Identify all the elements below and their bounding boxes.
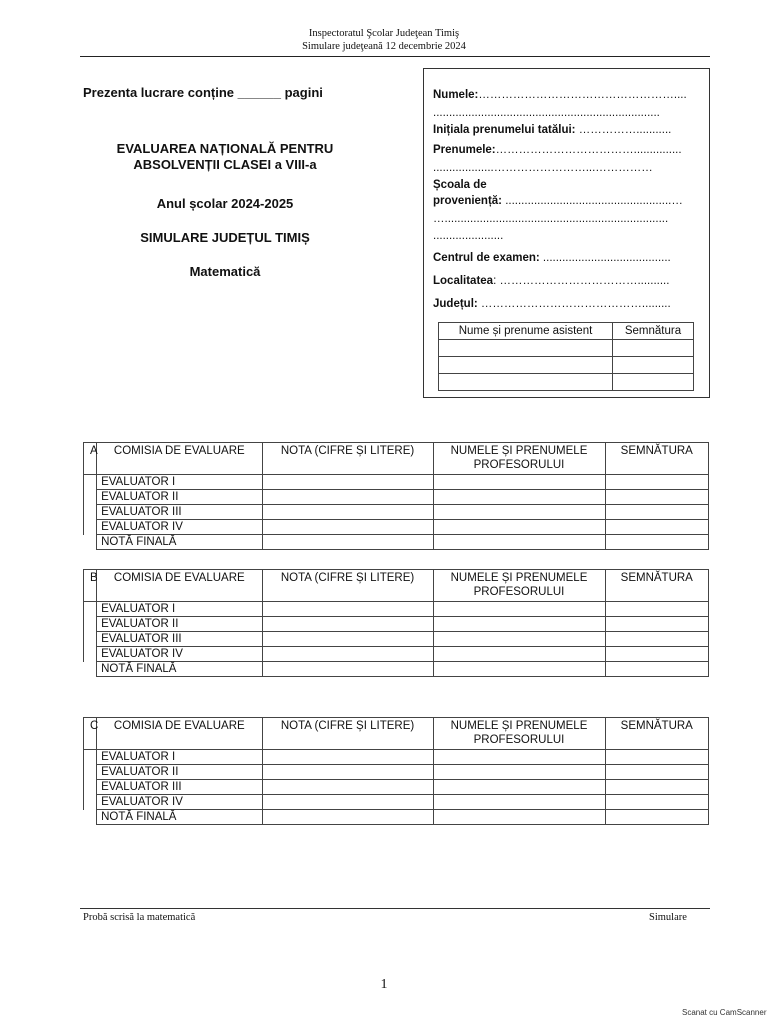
signature-cell[interactable] xyxy=(605,795,708,810)
assistant-row xyxy=(439,340,694,357)
exam-title-line-1: EVALUAREA NAȚIONALĂ PENTRU xyxy=(116,141,334,156)
row-label: EVALUATOR I xyxy=(97,475,263,490)
candidate-info-box xyxy=(423,68,710,398)
table-row xyxy=(84,810,709,825)
assistant-table xyxy=(438,322,694,391)
exam-center-label: Centrul de examen: xyxy=(433,252,540,264)
signature-cell[interactable] xyxy=(605,535,708,550)
page-header xyxy=(0,27,768,53)
row-label: EVALUATOR II xyxy=(97,617,263,632)
table-row xyxy=(84,602,709,617)
candidate-name-dots: …………………………………………….... xyxy=(478,89,687,101)
row-label: NOTĂ FINALĂ xyxy=(97,810,263,825)
signature-header: SEMNĂTURA xyxy=(605,570,708,602)
teacher-name-cell[interactable] xyxy=(433,632,605,647)
assistant-name-cell[interactable] xyxy=(439,340,613,357)
grade-cell[interactable] xyxy=(262,475,433,490)
county-label: Județul: xyxy=(433,298,478,310)
commission-letter: B xyxy=(84,570,97,602)
teacher-name-cell[interactable] xyxy=(433,647,605,662)
school-label-1: Școala de xyxy=(433,179,487,191)
school-field-line-3[interactable] xyxy=(433,230,703,242)
school-label-2: proveniență: xyxy=(433,195,503,207)
teacher-name-cell[interactable] xyxy=(433,795,605,810)
commission-letter: C xyxy=(84,718,97,750)
teacher-name-cell[interactable] xyxy=(433,602,605,617)
teacher-name-cell[interactable] xyxy=(433,780,605,795)
school-field[interactable] xyxy=(433,195,703,207)
signature-cell[interactable] xyxy=(605,632,708,647)
signature-header: SEMNĂTURA xyxy=(605,443,708,475)
teacher-name-cell[interactable] xyxy=(433,810,605,825)
assistant-signature-cell[interactable] xyxy=(613,374,694,391)
commission-table-header xyxy=(84,718,709,750)
signature-cell[interactable] xyxy=(605,602,708,617)
row-label: EVALUATOR IV xyxy=(97,520,263,535)
commission-table-c xyxy=(83,717,709,825)
exam-center-field[interactable] xyxy=(433,252,703,264)
county-field[interactable] xyxy=(433,298,703,310)
exam-center-dots: ........................................ xyxy=(539,252,671,264)
header-divider xyxy=(80,56,710,57)
assistant-row xyxy=(439,374,694,391)
pages-count-line: Prezenta lucrare conține ______ pagini xyxy=(83,85,323,100)
commission-table-header xyxy=(84,570,709,602)
signature-header: SEMNĂTURA xyxy=(605,718,708,750)
signature-cell[interactable] xyxy=(605,662,708,677)
page-number: 1 xyxy=(380,977,388,992)
simulation-county: SIMULARE JUDEȚUL TIMIȘ xyxy=(140,230,310,245)
grade-cell[interactable] xyxy=(262,490,433,505)
table-row xyxy=(84,750,709,765)
table-row xyxy=(84,662,709,677)
grade-cell[interactable] xyxy=(262,520,433,535)
row-label: EVALUATOR III xyxy=(97,505,263,520)
teacher-name-cell[interactable] xyxy=(433,617,605,632)
assistant-name-header: Nume și prenume asistent xyxy=(439,323,613,340)
candidate-name-field[interactable] xyxy=(433,89,703,101)
locality-dots: : ……………………………….......... xyxy=(493,275,670,287)
teacher-name-header: NUMELE ȘI PRENUMELE PROFESORULUI xyxy=(433,718,605,750)
commission-table-header xyxy=(84,443,709,475)
grade-cell[interactable] xyxy=(262,662,433,677)
table-row xyxy=(84,520,709,535)
grade-header: NOTA (CIFRE ȘI LITERE) xyxy=(262,718,433,750)
grade-cell[interactable] xyxy=(262,602,433,617)
grade-cell[interactable] xyxy=(262,780,433,795)
signature-cell[interactable] xyxy=(605,617,708,632)
grade-cell[interactable] xyxy=(262,505,433,520)
teacher-name-cell[interactable] xyxy=(433,750,605,765)
candidate-name-label: Numele: xyxy=(433,89,479,101)
teacher-name-cell[interactable] xyxy=(433,535,605,550)
candidate-name-field-line-2[interactable] xyxy=(433,107,703,119)
grade-cell[interactable] xyxy=(262,535,433,550)
father-initial-label: Inițiala prenumelui tatălui: xyxy=(433,124,576,136)
table-row xyxy=(84,780,709,795)
first-name-field-line-2[interactable] xyxy=(433,162,703,174)
table-row xyxy=(84,632,709,647)
simulation-date: Simulare judeţeană 12 decembrie 2024 xyxy=(302,41,466,52)
signature-cell[interactable] xyxy=(605,475,708,490)
row-label: EVALUATOR I xyxy=(97,602,263,617)
row-label: EVALUATOR III xyxy=(97,780,263,795)
exam-title-line-2: ABSOLVENȚII CLASEI a VIII-a xyxy=(133,157,317,172)
signature-cell[interactable] xyxy=(605,810,708,825)
commission-header: COMISIA DE EVALUARE xyxy=(97,718,263,750)
assistant-table-header xyxy=(439,323,694,340)
first-name-field[interactable] xyxy=(433,144,703,156)
teacher-name-cell[interactable] xyxy=(433,520,605,535)
table-row xyxy=(84,647,709,662)
exam-title xyxy=(90,141,360,173)
footer-divider xyxy=(80,908,710,909)
grade-cell[interactable] xyxy=(262,795,433,810)
teacher-name-header: NUMELE ȘI PRENUMELE PROFESORULUI xyxy=(433,443,605,475)
table-row xyxy=(84,490,709,505)
school-year: Anul școlar 2024-2025 xyxy=(156,196,294,211)
school-label-line-1 xyxy=(433,179,703,191)
signature-cell[interactable] xyxy=(605,780,708,795)
assistant-signature-cell[interactable] xyxy=(613,357,694,374)
signature-cell[interactable] xyxy=(605,505,708,520)
school-field-line-2[interactable] xyxy=(433,213,703,225)
grade-cell[interactable] xyxy=(262,810,433,825)
row-label: EVALUATOR II xyxy=(97,765,263,780)
grade-cell[interactable] xyxy=(262,750,433,765)
commission-letter: A xyxy=(84,443,97,475)
table-row xyxy=(84,617,709,632)
footer-subject: Probă scrisă la matematică xyxy=(83,912,196,923)
first-name-dots: ………………………………............... xyxy=(495,144,682,156)
row-label: NOTĂ FINALĂ xyxy=(97,535,263,550)
commission-table-b xyxy=(83,569,709,677)
candidate-name-dots-2: ....................................................................... xyxy=(433,107,660,119)
first-name-dots-2: ...................……………………...…………… xyxy=(433,162,653,174)
teacher-name-cell[interactable] xyxy=(433,505,605,520)
row-label: EVALUATOR II xyxy=(97,490,263,505)
grade-cell[interactable] xyxy=(262,647,433,662)
assistant-signature-cell[interactable] xyxy=(613,340,694,357)
table-row xyxy=(84,505,709,520)
row-label: EVALUATOR IV xyxy=(97,647,263,662)
county-dots: ……………………………………......... xyxy=(477,298,671,310)
locality-field[interactable] xyxy=(433,275,703,287)
first-name-label: Prenumele: xyxy=(433,144,496,156)
row-label: NOTĂ FINALĂ xyxy=(97,662,263,677)
signature-cell[interactable] xyxy=(605,490,708,505)
signature-cell[interactable] xyxy=(605,750,708,765)
commission-header: COMISIA DE EVALUARE xyxy=(97,443,263,475)
assistant-name-cell[interactable] xyxy=(439,374,613,391)
grade-header: NOTA (CIFRE ȘI LITERE) xyxy=(262,443,433,475)
father-initial-dots: ……………........... xyxy=(575,124,672,136)
commission-header: COMISIA DE EVALUARE xyxy=(97,570,263,602)
subject-title: Matematică xyxy=(189,264,261,279)
assistant-name-cell[interactable] xyxy=(439,357,613,374)
row-label: EVALUATOR IV xyxy=(97,795,263,810)
teacher-name-header: NUMELE ȘI PRENUMELE PROFESORULUI xyxy=(433,570,605,602)
grade-cell[interactable] xyxy=(262,632,433,647)
grade-header: NOTA (CIFRE ȘI LITERE) xyxy=(262,570,433,602)
footer-label: Simulare xyxy=(649,912,687,923)
assistant-signature-header: Semnătura xyxy=(613,323,694,340)
teacher-name-cell[interactable] xyxy=(433,475,605,490)
table-row xyxy=(84,535,709,550)
row-label: EVALUATOR III xyxy=(97,632,263,647)
table-row xyxy=(84,795,709,810)
grade-cell[interactable] xyxy=(262,617,433,632)
teacher-name-cell[interactable] xyxy=(433,662,605,677)
row-label: EVALUATOR I xyxy=(97,750,263,765)
signature-cell[interactable] xyxy=(605,520,708,535)
scanner-watermark: Scanat cu CamScanner xyxy=(682,1008,767,1017)
school-dots-2: …...................................................................... xyxy=(433,213,669,225)
father-initial-field[interactable] xyxy=(433,124,703,136)
inspectorate-name: Inspectoratul Şcolar Judeţean Timiş xyxy=(308,28,460,39)
teacher-name-cell[interactable] xyxy=(433,765,605,780)
table-row xyxy=(84,765,709,780)
signature-cell[interactable] xyxy=(605,647,708,662)
school-dots: ....................................................… xyxy=(502,195,683,207)
teacher-name-cell[interactable] xyxy=(433,490,605,505)
locality-label: Localitatea xyxy=(433,275,494,287)
assistant-row xyxy=(439,357,694,374)
school-dots-3: ...................... xyxy=(433,230,504,242)
signature-cell[interactable] xyxy=(605,765,708,780)
grade-cell[interactable] xyxy=(262,765,433,780)
table-row xyxy=(84,475,709,490)
commission-table-a xyxy=(83,442,709,550)
